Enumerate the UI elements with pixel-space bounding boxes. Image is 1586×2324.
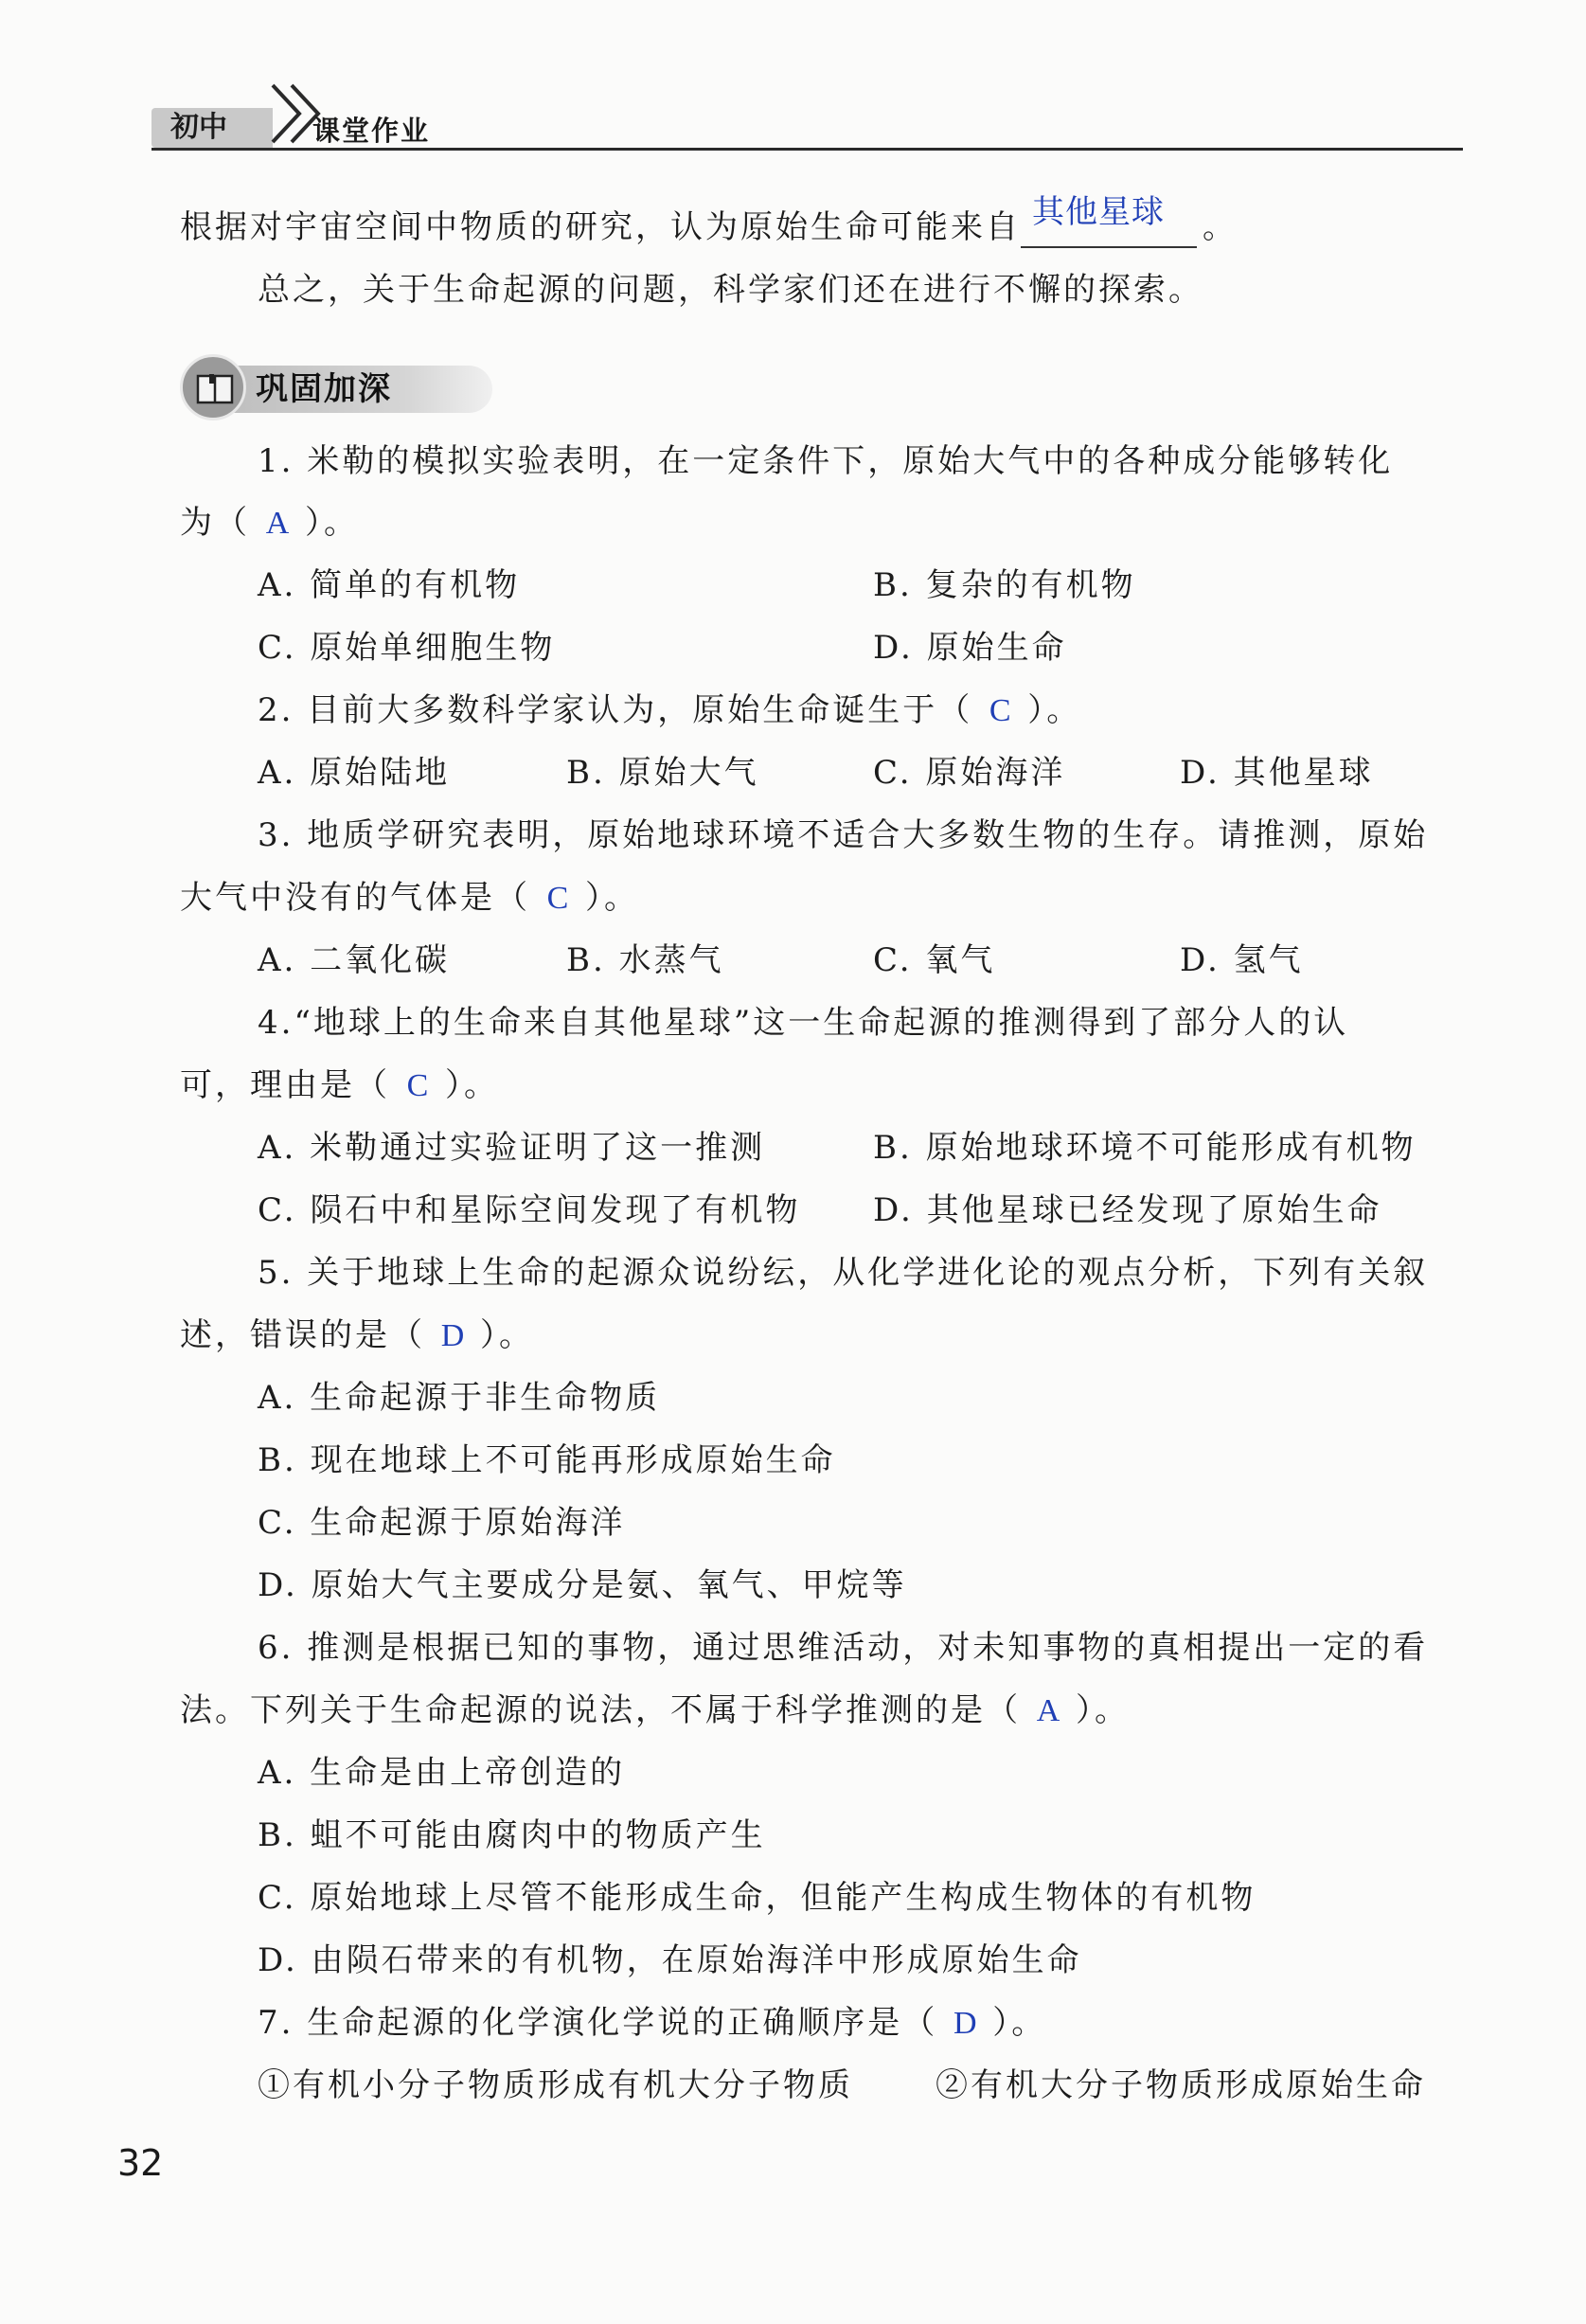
q5-option-b: B. 现在地球上不可能再形成原始生命 <box>258 1441 836 1479</box>
q5-option-c: C. 生命起源于原始海洋 <box>258 1504 626 1542</box>
grade-label: 初中 <box>151 108 273 148</box>
q3-option-b: B. 水蒸气 <box>566 941 724 979</box>
q4-stem-line1: 4.“地球上的生命来自其他星球”这一生命起源的推测得到了部分人的认 <box>258 1004 1349 1042</box>
header-title: 课堂作业 <box>312 115 431 147</box>
intro-suffix: 。 <box>1203 208 1238 246</box>
q1-suffix: ）。 <box>305 504 359 542</box>
q1-answer: A <box>265 506 290 541</box>
q4-prefix: 可，理由是（ <box>180 1066 390 1104</box>
fill-blank <box>1021 193 1197 248</box>
q6-option-d: D. 由陨石带来的有机物，在原始海洋中形成原始生命 <box>258 1941 1082 1979</box>
q2-stem <box>258 689 1081 732</box>
q5-answer: D <box>440 1318 465 1353</box>
q5-suffix: ）。 <box>480 1316 534 1354</box>
q2-answer: C <box>989 693 1011 728</box>
header-divider <box>151 148 1463 151</box>
q6-option-a: A. 生命是由上帝创造的 <box>258 1754 626 1792</box>
q3-stem-line2 <box>180 877 639 920</box>
q3-suffix: ）。 <box>585 879 639 917</box>
intro-text: 根据对宇宙空间中物质的研究，认为原始生命可能来自 <box>180 208 1021 246</box>
q7-stem <box>258 2002 1046 2045</box>
q4-suffix: ）。 <box>445 1066 499 1104</box>
q5-stem-line2 <box>180 1314 534 1357</box>
q7-suffix: ）。 <box>992 2004 1047 2042</box>
q3-option-a: A. 二氧化碳 <box>258 941 451 979</box>
page-number: 32 <box>117 2142 164 2184</box>
q4-answer: C <box>406 1068 429 1103</box>
q1-stem-line1: 1. 米勒的模拟实验表明，在一定条件下，原始大气中的各种成分能够转化 <box>258 442 1394 480</box>
q6-option-b: B. 蛆不可能由腐肉中的物质产生 <box>258 1816 766 1854</box>
q7-step-2: ②有机大分子物质形成原始生命 <box>936 2066 1426 2104</box>
q7-prefix: 7. 生命起源的化学演化学说的正确顺序是（ <box>258 2004 938 2042</box>
q5-option-d: D. 原始大气主要成分是氨、氧气、甲烷等 <box>258 1566 907 1604</box>
q3-option-d: D. 氢气 <box>1180 941 1304 979</box>
intro-line-1 <box>180 193 1238 248</box>
q5-prefix: 述，错误的是（ <box>180 1316 425 1354</box>
section-badge <box>180 354 246 420</box>
q3-stem-line1: 3. 地质学研究表明，原始地球环境不适合大多数生物的生存。请推测，原始 <box>258 816 1429 854</box>
q6-prefix: 法。下列关于生命起源的说法，不属于科学推测的是（ <box>180 1691 1021 1729</box>
intro-line-2: 总之，关于生命起源的问题，科学家们还在进行不懈的探索。 <box>258 271 1203 309</box>
q4-option-a: A. 米勒通过实验证明了这一推测 <box>258 1129 766 1167</box>
q1-option-b: B. 复杂的有机物 <box>873 566 1136 604</box>
handwritten-answer: 其他星球 <box>1032 193 1165 231</box>
q4-option-d: D. 其他星球已经发现了原始生命 <box>873 1191 1382 1229</box>
q5-option-a: A. 生命起源于非生命物质 <box>258 1379 661 1417</box>
q6-stem-line1: 6. 推测是根据已知的事物，通过思维活动，对未知事物的真相提出一定的看 <box>258 1629 1429 1667</box>
q3-answer: C <box>546 881 569 916</box>
q1-prefix: 为（ <box>180 504 250 542</box>
q6-option-c: C. 原始地球上尽管不能形成生命，但能产生构成生物体的有机物 <box>258 1879 1256 1917</box>
q6-answer: A <box>1036 1693 1060 1728</box>
q3-option-c: C. 氧气 <box>873 941 996 979</box>
page-header <box>151 81 1463 150</box>
q1-option-d: D. 原始生命 <box>873 629 1067 667</box>
book-icon <box>194 370 236 408</box>
q2-option-d: D. 其他星球 <box>1180 754 1374 792</box>
q6-suffix: ）。 <box>1076 1691 1130 1729</box>
q4-option-b: B. 原始地球环境不可能形成有机物 <box>873 1129 1417 1167</box>
q2-suffix: ）。 <box>1027 691 1082 729</box>
q7-answer: D <box>953 2006 977 2041</box>
q4-stem-line2 <box>180 1064 499 1107</box>
q6-stem-line2 <box>180 1689 1130 1732</box>
q2-option-b: B. 原始大气 <box>566 754 759 792</box>
section-title: 巩固加深 <box>256 370 392 408</box>
q2-option-c: C. 原始海洋 <box>873 754 1066 792</box>
q2-option-a: A. 原始陆地 <box>258 754 451 792</box>
q1-stem-line2 <box>180 502 359 545</box>
q1-option-c: C. 原始单细胞生物 <box>258 629 556 667</box>
q2-prefix: 2. 目前大多数科学家认为，原始生命诞生于（ <box>258 691 973 729</box>
q3-prefix: 大气中没有的气体是（ <box>180 879 530 917</box>
q1-option-a: A. 简单的有机物 <box>258 566 521 604</box>
section-heading <box>180 354 492 420</box>
q5-stem-line1: 5. 关于地球上生命的起源众说纷纭，从化学进化论的观点分析，下列有关叙 <box>258 1254 1429 1292</box>
q7-step-1: ①有机小分子物质形成有机大分子物质 <box>258 2066 853 2104</box>
q4-option-c: C. 陨石中和星际空间发现了有机物 <box>258 1191 801 1229</box>
